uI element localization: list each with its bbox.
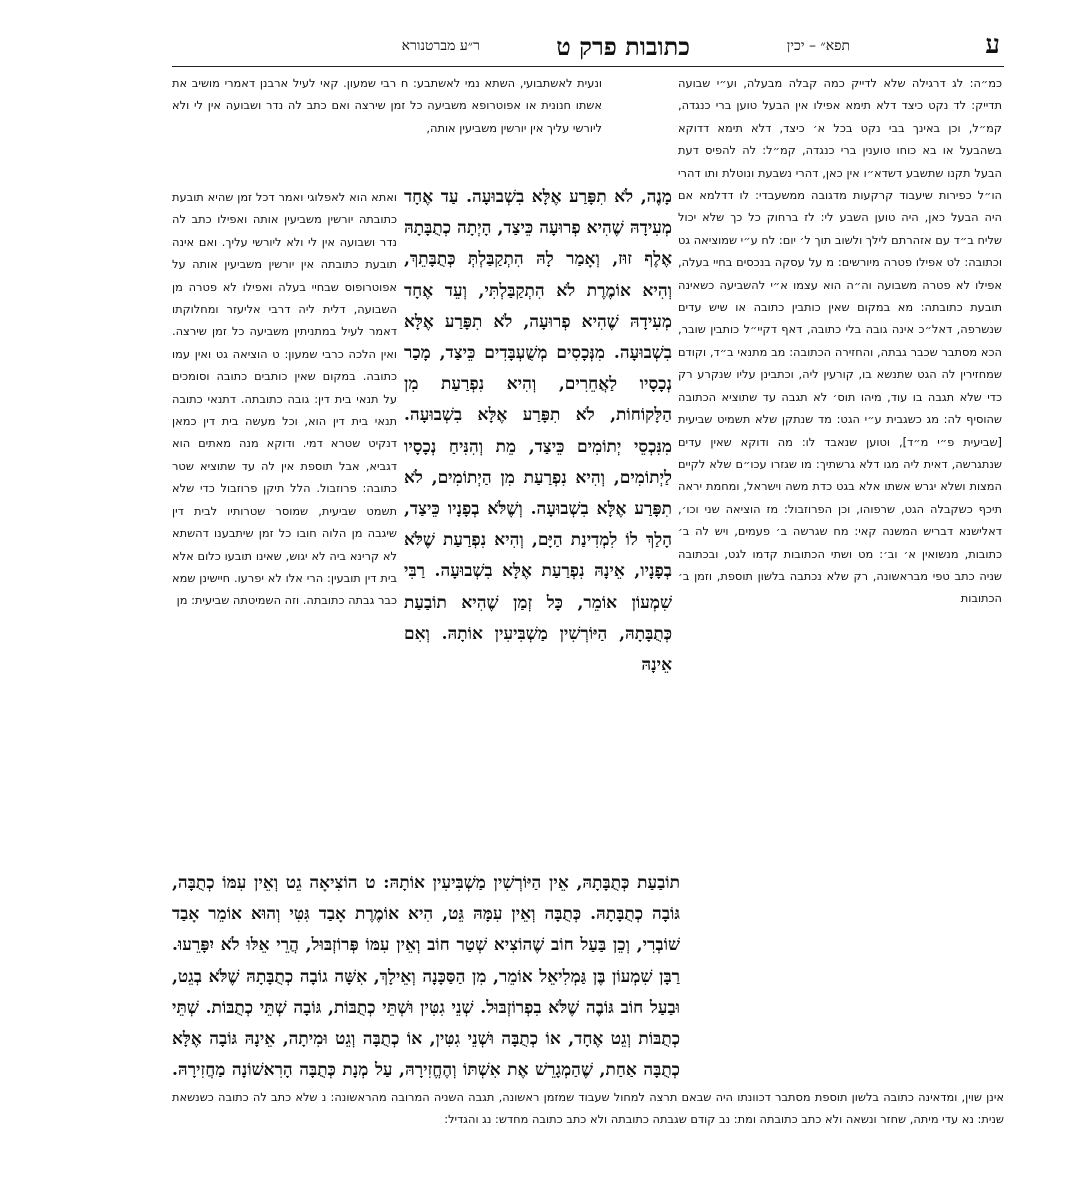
mishnah-continuation-text: תוֹבַעַת כְּתֻבָּתָהּ, אֵין הַיּוֹרְשִׁין מַשְׁבִּיעִין אוֹתָהּ: ט הוֹצִיאָה גֵט וְאֵין עִמּוֹ כְתֻבָּה, גּוֹבָה כְתֻבָּתָהּ. כְּתֻבָּה וְאֵין עִמָּהּ גֵּט, הִיא אוֹמֶרֶת אָבַד גִּטִּי וְהוּא אוֹמֵר אָבַד שׁוֹבְרִי, וְכֵן בַּעַל חוֹב שֶׁהוֹצִיא שְׁטַר חוֹב וְאֵין עִמּוֹ פְּרוֹזְבּוּל, הֲרֵי אֵלּוּ לֹא יִפָּרֵעוּ. רַבָּן שִׁמְעוֹן בֶּן גַּמְלִיאֵל אוֹמֵר, מִן הַסַּכָּנָה וְאֵילָךְ, אִשָּׁה גוֹבָה כְתֻבָּתָהּ שֶׁלֹּא בְגֵט, וּבַעַל חוֹב גּוֹבֶה שֶׁלֹּא בִפְרוֹזְבּוּל. שְׁנֵי גִטִּין וּשְׁתֵּי כְתֻבּוֹת, גּוֹבָה שְׁתֵּי כְתֻבּוֹת. שְׁתֵּי כְתֻבּוֹת וְגֵט אֶחָד, אוֹ כְתֻבָּה וּשְׁנֵי גִטִּין, אוֹ כְתֻבָּה וְגֵט וּמִיתָה, אֵינָהּ גּוֹבָה אֶלָּא כְתֻבָּה אַחַת, שֶׁהַמְגָרֵשׁ אֶת אִשְׁתּוֹ וְהֶחֱזִירָהּ, עַל מְנָת כְּתֻבָּה הָרִאשׁוֹנָה מַחֲזִירָהּ.: [172, 873, 680, 1081]
header-rule: [172, 66, 1004, 67]
commentary-name: ר״ע מברטנורא: [401, 38, 480, 54]
left-commentary-text: ואתא הוא לאפלוגי ואמר דכל זמן שהיא תובעת כתובתה יורשין משביעין אותה ואפילו כתב לה נדר ושבועה אין לי ולא ליורשי עליך. ואם אינה תובעת כתובתה אין יורשין משביעין אותה על אפוטרופוס שבחיי בעלה ואפילו לא פטרה מן השבועה, דלית ליה דרבי אליעזר ומחלוקתו דאמר לעיל במתניתין משביעה כל זמן שירצה. ואין הלכה כרבי שמעון: ט הוציאה גט ואין עמו כתובה. במקום שאין כותבים כתובה וסומכים על תנאי בית דין: גובה כתובתה. דתנאי כתובה תנאי בית דין הוא, וכל מעשה בית דין כמאן דנקיט שטרא דמי. ודוקא מנה מאתים הוא דגביא, אבל תוספת אין לה עד שתוציא שטר כתובה: פרוזבול. הלל תיקן פרוזבול כדי שלא תשמט שביעית, שמוסר שטרותיו לבית דין שיגבה מן הלוה חובו כל זמן שיתבענו דהשתא לא קרינא ביה לא יגוש, שאינו תובעו כלום אלא בית דין תובעין: הרי אלו לא יפרעו. חיישינן שמא כבר גבתה כתובתה. וזה השמיטתה שביעית: מן: [172, 190, 397, 608]
running-header: [170, 30, 1000, 62]
right-commentary-text: כמ״ה: לג דרגילה שלא לדייק כמה קבלה מבעלה, וע״י שבועה תדייק: לד נקט כיצד דלא תימא אפילו אין הבעל טוען ברי כנגדה, קמ״ל, וכן באינך בבי נקט בכל א׳ כיצד, דלא תימא דדוקא בשהבעל או בא כוחו טוענין ברי כנגדה, קמ״ל: לה להפיס דעת הבעל תקנו שתשבע דשדא״ו אין כאן, דהרי נשבעת ונוטלת ותו דהרי הו״ל כפירות שיעבוד קרקעות מדגובה ממשעבדי: לו דדלמא אם היה הבעל כאן, היה טוען השבע לי: לז ברחוק כל כך שלא יכול שליח ב״ד עם אזהרתם לילך ולשוב תוך ל׳ יום: לח ע״י שמוציאה גט וכתובה: לט אפילו פטרה מיורשים: מ על עסקה בנכסים בחיי בעלה, אפילו לא פטרה משבועה וה״ה הוא עצמו א״י להשביעה כשאינה תובעת כתובתה: מא במקום שאין כותבין כתובה או שיש עדים שנשרפה, דאל״כ אינה גובה בלי כתובה, דאף דקיי״ל כותבין שובר, הכא מסתבר שכבר גבתה, והחזירה הכתובה: מב מתנאי ב״ד, וקודם שמחזירין לה הגט שתנשא בו, קורעין ליה, וכתבינן עליו שנקרע רק כדי שלא תגבה בו עוד, מיהו תוס׳ לא תגבה עד שתוציא הכתובה שהוסיף לה: מג כשגבית ע״י הגט: מד שנתקן שלא תשמיט שביעית [שביעית פ״י מ״ד], וטוען שנאבד לו: מה ודוקא שאין עדים שנתגרשה, דאית ליה מגו דלא גרשתיך: מו שגזרו עכו״ם שלא לקיים המצות ושלא יגרש אשתו אלא בגט כדת משה וישראל, ומחמת יראה תיכף כשקבלה הגט, שרפוהו, וכן הפרוזבול: מז הוציאה שני וכו׳, דאלישנא דבריש המשנה קאי: מח שגרשה ב׳ פעמים, ויש לה ב׳ כתובות, מנשואין א׳ וב׳: מט ושתי הכתובות קדמו לגט, ובכתובה שניה כתב טפי מבראשונה, רק שלא נכתבה בלשון תוספת, וזמן ב׳ הכתובות: [678, 76, 1002, 606]
mishnah-main-text: מָנֶה, לֹא תִפָּרַע אֶלָּא בִשְׁבוּעָה. עַד אֶחָד מְעִידָהּ שֶׁהִיא פְרוּעָה כֵּיצַד, הָיְתָה כְתֻבָּתָהּ אֶלֶף זוּז, וְאָמַר לָהּ הִתְקַבַּלְתְּ כְּתֻבָּתֵךְ, וְהִיא אוֹמֶרֶת לֹא הִתְקַבַּלְתִּי, וְעֵד אֶחָד מְעִידָהּ שֶׁהִיא פְרוּעָה, לֹא תִפָּרַע אֶלָּא בִשְׁבוּעָה. מִנְּכָסִים מְשֻׁעְבָּדִים כֵּיצַד, מָכַר נְכָסָיו לַאֲחֵרִים, וְהִיא נִפְרַעַת מִן הַלָּקוֹחוֹת, לֹא תִפָּרַע אֶלָּא בִשְׁבוּעָה. מִנִּכְסֵי יְתוֹמִים כֵּיצַד, מֵת וְהִנִּיחַ נְכָסָיו לַיְתוֹמִים, וְהִיא נִפְרַעַת מִן הַיְתוֹמִים, לֹא תִפָּרַע אֶלָּא בִשְׁבוּעָה. וְשֶׁלֹּא בְפָנָיו כֵּיצַד, הָלַךְ לוֹ לִמְדִינַת הַיָּם, וְהִיא נִפְרַעַת שֶׁלֹּא בְפָנָיו, אֵינָהּ נִפְרַעַת אֶלָּא בִשְׁבוּעָה. רַבִּי שִׁמְעוֹן אוֹמֵר, כָּל זְמַן שֶׁהִיא תוֹבַעַת כְּתֻבָּתָהּ, הַיּוֹרְשִׁין מַשְׁבִּיעִין אוֹתָהּ. וְאִם אֵינָהּ: [404, 187, 672, 676]
left-commentary-column: [172, 186, 397, 854]
mishnah-continuation: [172, 868, 680, 1086]
bottom-notes-text: אינן שוין, ומדאינה כתובה בלשון תוספת מסתבר דכוונתו היה שבאם תרצה למחול שעבוד שמזמן ראשונה, תגבה השניה המרובה מהראשונה: נ שלא כתב לה כתובה כשנשאת שנית: נא עדי מיתה, שחזר ונשאה ולא כתב כתובתה ומת: נב קודם שגבתה כתובתה ולא כתב כתובה מחדש: נג והגדיל:: [172, 1090, 1004, 1127]
header-range: תפא״ – יכין: [786, 38, 850, 54]
right-commentary-column: [678, 72, 1002, 924]
page-title: כתובות פרק ט: [556, 32, 690, 61]
bottom-notes: [172, 1086, 1004, 1156]
mishnah-main-column: [404, 182, 672, 868]
left-commentary-top: [172, 72, 602, 182]
left-commentary-top-text: ונעית לאשתבועי, השתא נמי לאשתבע: ח רבי שמעון. קאי לעיל ארבנן דאמרי מושיב את אשתו חנונית או אפוטרופא משביעה כל זמן שירצה ואם כתב לה נדר ושבועה אין לי ולא ליורשי עליך אין יורשין משביעין אותה,: [172, 76, 602, 135]
page-number: ע: [985, 30, 1000, 60]
